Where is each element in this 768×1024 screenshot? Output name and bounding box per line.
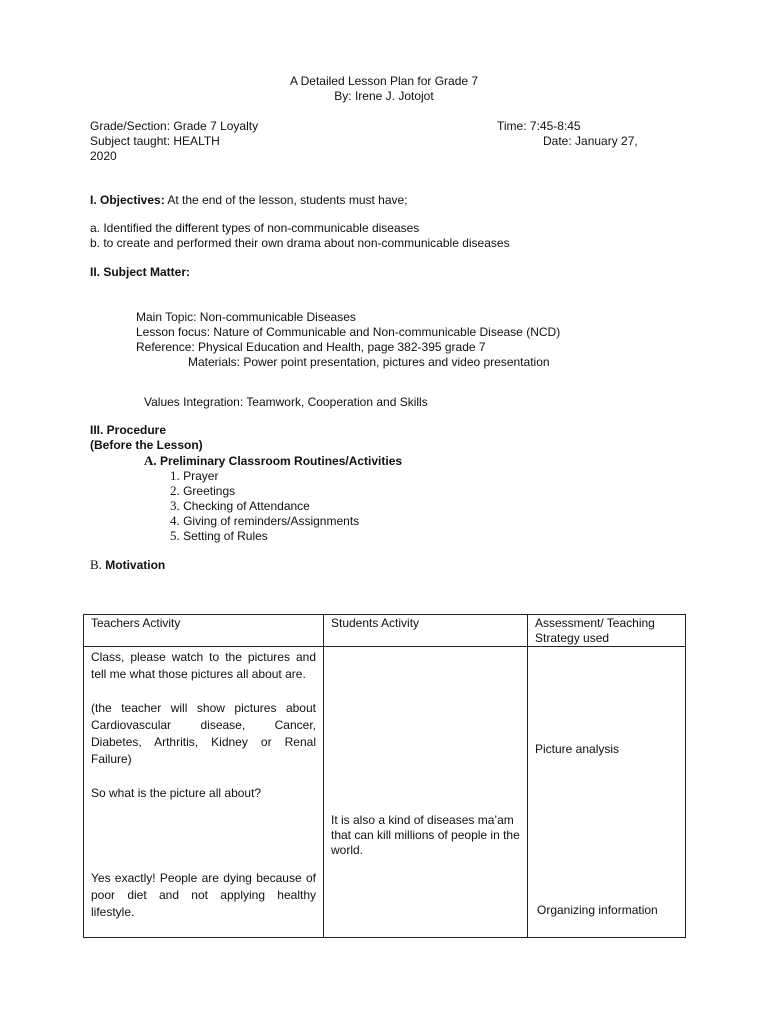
lesson-date-year: 2020	[90, 149, 117, 163]
procedure-subheading: (Before the Lesson)	[90, 438, 203, 452]
assessment-picture-analysis: Picture analysis	[535, 742, 620, 756]
list-item: 5. Setting of Rules	[170, 528, 268, 543]
materials: Materials: Power point presentation, pictures and video presentation	[188, 355, 550, 369]
section-a-title: Preliminary Classroom Routines/Activities	[159, 454, 403, 468]
procedure-heading: III. Procedure	[90, 423, 167, 437]
header-students-activity: Students Activity	[324, 615, 528, 647]
teacher-activity-cell	[84, 647, 324, 938]
lesson-focus: Lesson focus: Nature of Communicable and Non-communicable Disease (NCD)	[136, 325, 561, 339]
table-row	[84, 647, 686, 938]
header-teachers-activity: Teachers Activity	[84, 615, 324, 647]
lesson-date: Date: January 27,	[543, 134, 638, 148]
assessment-cell	[528, 647, 686, 938]
objectives-heading: I. Objectives:	[90, 193, 165, 207]
list-item: 1. Prayer	[170, 468, 219, 483]
subject-matter-heading: II. Subject Matter:	[90, 265, 191, 279]
student-response: It is also a kind of diseases ma’am that can kill millions of people in the world.	[331, 813, 520, 857]
objectives-line	[90, 193, 408, 208]
assessment-organizing: Organizing information	[537, 903, 658, 917]
subject-taught: Subject taught: HEALTH	[90, 134, 220, 148]
lesson-time: Time: 7:45-8:45	[497, 119, 581, 133]
section-b-title: Motivation	[105, 558, 166, 572]
table-header-row	[84, 615, 686, 647]
grade-section: Grade/Section: Grade 7 Loyalty	[90, 119, 259, 133]
list-item: 4. Giving of reminders/Assignments	[170, 513, 360, 528]
document-title: A Detailed Lesson Plan for Grade 7	[289, 74, 479, 88]
objectives-intro: At the end of the lesson, students must have;	[164, 193, 408, 207]
values-integration: Values Integration: Teamwork, Cooperation and Skills	[144, 395, 428, 409]
section-b-letter: B.	[90, 557, 102, 572]
section-a-letter: A.	[144, 453, 157, 468]
section-b-heading	[90, 557, 165, 573]
main-topic: Main Topic: Non-communicable Diseases	[136, 310, 356, 324]
activity-table	[83, 614, 686, 938]
list-item: 2. Greetings	[170, 483, 236, 498]
student-activity-cell	[324, 647, 528, 938]
section-a-heading	[144, 453, 402, 469]
document-author: By: Irene J. Jotojot	[334, 89, 434, 103]
teacher-text: Class, please watch to the pictures and tell me what those pictures all about are. (the teacher will show pictures about Cardiovascular disease, Cancer, Diabetes, Arthritis, Kidney or Renal Failure) So what is the picture all about? Yes exactly! People are dying because of poor diet and not applying healthy lifestyle.	[91, 650, 316, 919]
objective-item: a. Identified the different types of non-communicable diseases	[90, 221, 420, 235]
objective-item: b. to create and performed their own drama about non-communicable diseases	[90, 236, 510, 250]
reference: Reference: Physical Education and Health, page 382-395 grade 7	[136, 340, 486, 354]
header-assessment: Assessment/ Teaching Strategy used	[528, 615, 686, 647]
list-item: 3. Checking of Attendance	[170, 498, 310, 513]
